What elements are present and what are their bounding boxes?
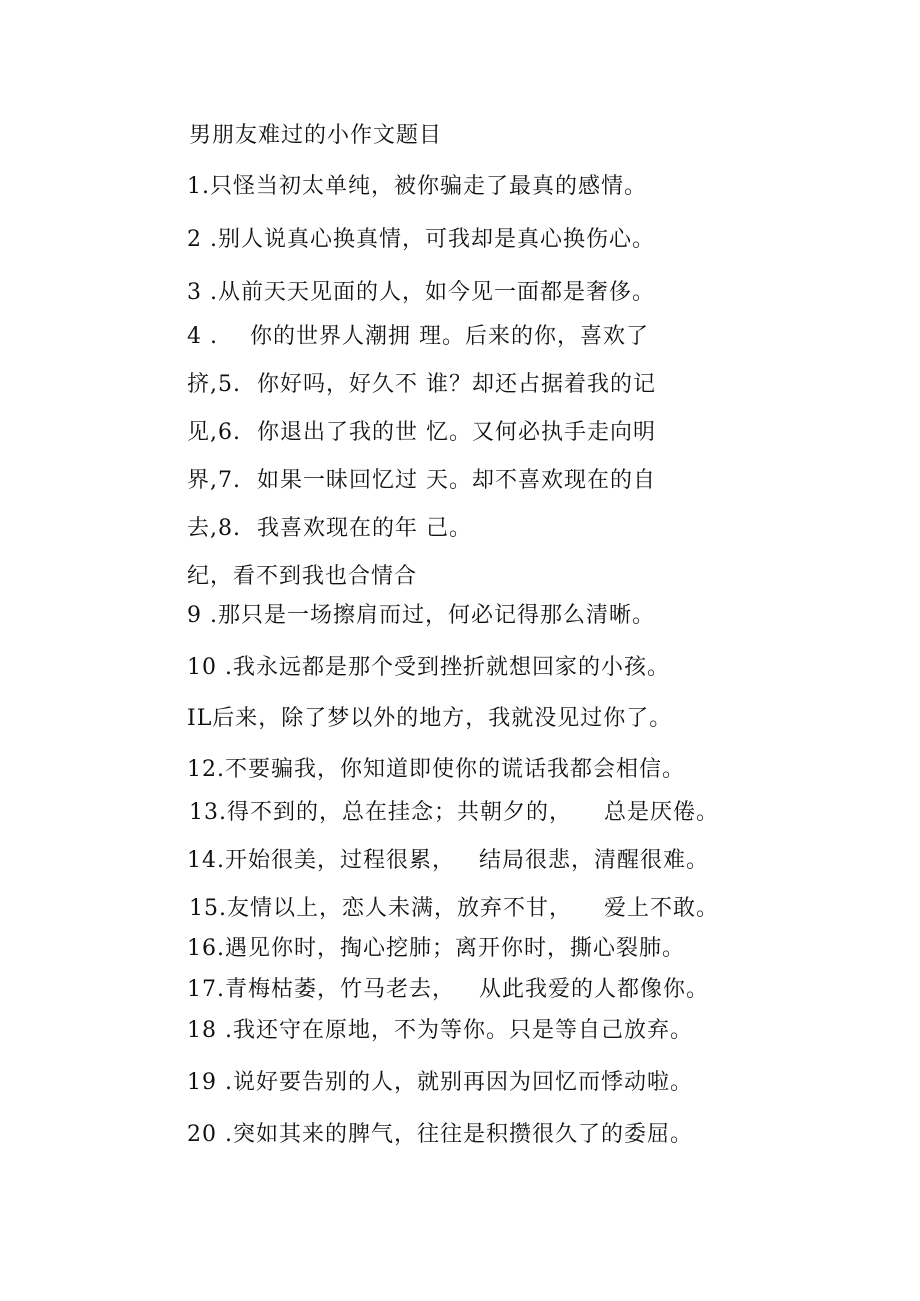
text-line: 见,6. 你退出了我的世 忆。又何必执手走向明	[187, 420, 656, 445]
text-line: 挤,5. 你好吗，好久不 谁？却还占据着我的记	[187, 372, 656, 397]
text-line: 1.只怪当初太单纯，被你骗走了最真的感情。	[187, 174, 647, 199]
text-line: 20 .突如其来的脾气，往往是积攒很久了的委屈。	[187, 1122, 693, 1147]
text-line: 3 .从前天天见面的人，如今见一面都是奢侈。	[187, 280, 655, 305]
text-line: 17.青梅枯萎，竹马老去， 从此我爱的人都像你。	[187, 977, 709, 1002]
text-line: 12.不要骗我，你知道即使你的谎话我都会相信。	[187, 757, 685, 782]
text-line: IL后来，除了梦以外的地方，我就没见过你了。	[187, 706, 673, 731]
text-line: 界,7. 如果一昧回忆过 天。却不喜欢现在的自	[187, 468, 656, 493]
text-line: 15.友情以上，恋人未满，放弃不甘， 爱上不敢。	[189, 896, 719, 921]
text-line: 16.遇见你时，掏心挖肺；离开你时，撕心裂肺。	[187, 936, 685, 961]
text-line: 13.得不到的，总在挂念；共朝夕的， 总是厌倦。	[189, 800, 719, 825]
text-line: 14.开始很美，过程很累， 结局很悲，清醒很难。	[187, 848, 709, 873]
text-line: 4 . 你的世界人潮拥 理。后来的你，喜欢了	[187, 324, 649, 349]
text-line: 2 .别人说真心换真情，可我却是真心换伤心。	[187, 227, 655, 252]
text-line: 19 .说好要告别的人，就别再因为回忆而悸动啦。	[187, 1070, 693, 1095]
text-line: 18 .我还守在原地，不为等你。只是等自己放弃。	[187, 1018, 693, 1043]
text-line: 去,8. 我喜欢现在的年 己。	[187, 516, 472, 541]
text-line: 10 .我永远都是那个受到挫折就想回家的小孩。	[187, 655, 670, 680]
text-line: 纪，看不到我也合情合	[187, 564, 418, 589]
document-title: 男朋友难过的小作文题目	[189, 123, 443, 148]
text-line: 9 .那只是一场擦肩而过，何必记得那么清晰。	[187, 603, 655, 628]
